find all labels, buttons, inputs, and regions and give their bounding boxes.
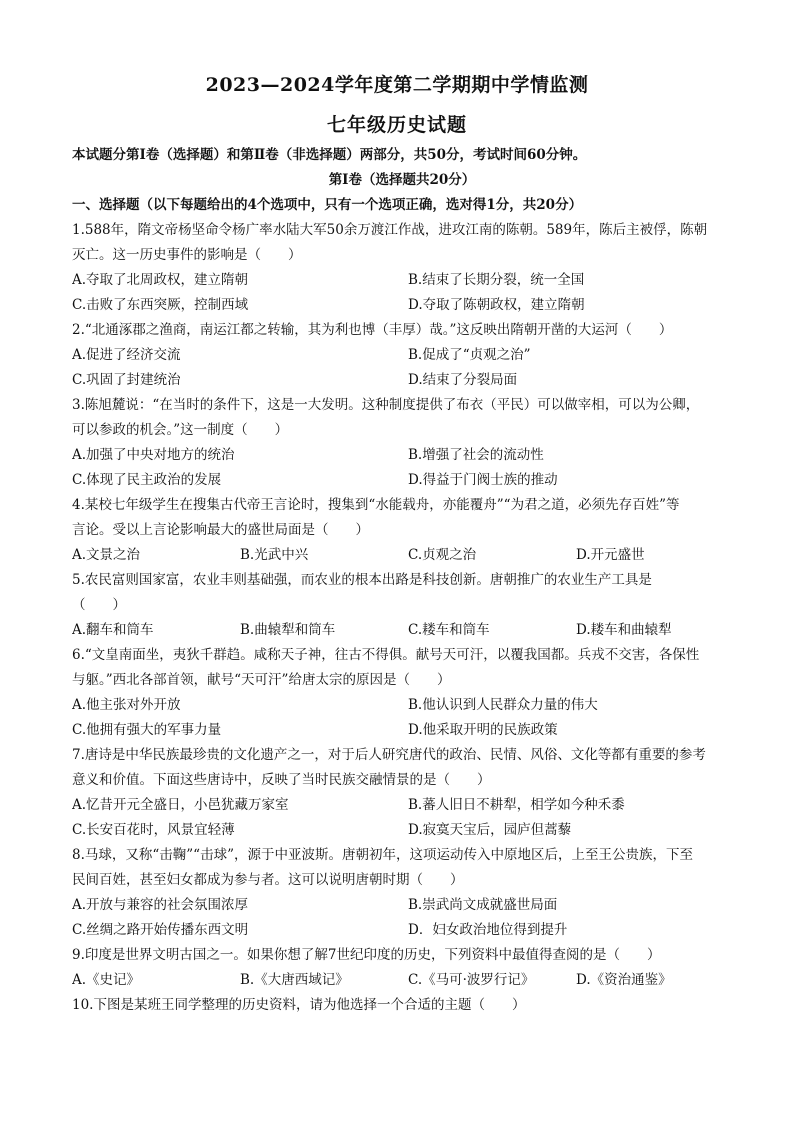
question-stem-line: 8.马球，又称“击鞠”“击球”，源于中亚波斯。唐朝初年，这项运动传入中原地区后，上至王公贵族，下至 [72, 847, 693, 863]
question-stem-line: 5.农民富则国家富，农业丰则基础强，而农业的根本出路是科技创新。唐朝推广的农业生产工具是 [72, 572, 652, 588]
option-d: D.他采取开明的民族政策 [408, 722, 558, 738]
question-stem-line: 言论。受以上言论影响最大的盛世局面是（ ） [72, 522, 369, 538]
option-d: D.寂寞天宝后，园庐但蒿藜 [408, 822, 572, 838]
question-stem-line: 灭亡。这一历史事件的影响是（ ） [72, 247, 302, 263]
option-b: B.曲辕犁和筒车 [240, 622, 336, 638]
option-c: C.丝绸之路开始传播东西文明 [72, 922, 249, 938]
question-10 [72, 993, 732, 1018]
option-c: C.耧车和筒车 [408, 622, 490, 638]
option-c: C.体现了民主政治的发展 [72, 472, 222, 488]
option-b: B.崇武尚文成就盛世局面 [408, 897, 558, 913]
option-d: D.得益于门阀士族的推动 [408, 472, 558, 488]
section1-header: 一、选择题（以下每题给出的4个选项中，只有一个选项正确，选对得1分，共20分） [72, 197, 583, 213]
question-8 [72, 843, 732, 943]
option-a: A.加强了中央对地方的统治 [72, 447, 235, 463]
part1-title: 第Ⅰ卷（选择题共20分） [328, 172, 476, 188]
instructions: 本试题分第Ⅰ卷（选择题）和第Ⅱ卷（非选择题）两部分，共50分，考试时间60分钟。 [72, 147, 587, 163]
question-stem-line: 4.某校七年级学生在搜集古代帝王言论时，搜集到“水能载舟，亦能覆舟”“为君之道，必须先存百姓”等 [72, 497, 680, 513]
question-stem-line: 9.印度是世界文明古国之一。如果你想了解7世纪印度的历史，下列资料中最值得查阅的是（ ） [72, 947, 661, 963]
question-4 [72, 493, 732, 568]
option-a: A.《史记》 [72, 972, 141, 988]
question-stem-line: 与躯。”西北各部首领，献号“天可汗”给唐太宗的原因是（ ） [72, 672, 451, 688]
option-d: D.结束了分裂局面 [408, 372, 518, 388]
exam-subtitle: 七年级历史试题 [326, 114, 467, 136]
option-d: D.夺取了陈朝政权，建立隋朝 [408, 297, 585, 313]
option-b: B.蕃人旧日不耕犁，相学如今种禾黍 [408, 797, 625, 813]
option-d: D.《资治通鉴》 [576, 972, 672, 988]
option-c: C.巩固了封建统治 [72, 372, 181, 388]
question-7 [72, 743, 732, 843]
option-a: A.忆昔开元全盛日，小邑犹藏万家室 [72, 797, 289, 813]
question-stem-line: 可以参政的机会。”这一制度（ ） [72, 422, 289, 438]
exam-title: 2023—2024学年度第二学期期中学情监测 [205, 74, 589, 96]
option-c: C.击败了东西突厥，控制西域 [72, 297, 249, 313]
option-b: B.增强了社会的流动性 [408, 447, 544, 463]
option-a: A.夺取了北周政权，建立隋朝 [72, 272, 249, 288]
question-stem-line: 7.唐诗是中华民族最珍贵的文化遗产之一，对于后人研究唐代的政治、民情、风俗、文化等都有重要的参考 [72, 747, 706, 763]
option-b: B.《大唐西域记》 [240, 972, 349, 988]
option-c: C.《马可·波罗行记》 [408, 972, 535, 988]
question-1 [72, 218, 732, 318]
option-d: D.耧车和曲辕犁 [576, 622, 672, 638]
option-d: D．妇女政治地位得到提升 [408, 922, 568, 938]
question-3 [72, 393, 732, 493]
option-c: C.长安百花时，风景宜轻薄 [72, 822, 235, 838]
exam-content [72, 143, 732, 1018]
question-stem-line: 10.下图是某班王同学整理的历史资料，请为他选择一个合适的主题（ ） [72, 997, 526, 1013]
option-b: B.促成了“贞观之治” [408, 347, 531, 363]
question-5 [72, 568, 732, 643]
question-stem-line: 民间百姓，甚至妇女都成为参与者。这可以说明唐朝时期（ ） [72, 872, 464, 888]
question-9 [72, 943, 732, 993]
option-a: A.开放与兼容的社会氛围浓厚 [72, 897, 249, 913]
question-2 [72, 318, 732, 393]
option-a: A.翻车和筒车 [72, 622, 154, 638]
option-a: A.他主张对外开放 [72, 697, 181, 713]
question-stem-line: 意义和价值。下面这些唐诗中，反映了当时民族交融情景的是（ ） [72, 772, 491, 788]
option-b: B.结束了长期分裂，统一全国 [408, 272, 585, 288]
option-a: A.文景之治 [72, 547, 141, 563]
question-stem-line: 2.“北通涿郡之渔商，南运江都之转输，其为利也博（丰厚）哉。”这反映出隋朝开凿的大运河（ ） [72, 322, 673, 338]
question-stem-line: 3.陈旭麓说：“在当时的条件下，这是一大发明。这种制度提供了布衣（平民）可以做宰相，可以为公卿， [72, 397, 700, 413]
question-stem-line: （ ） [72, 597, 126, 613]
option-c: C.他拥有强大的军事力量 [72, 722, 222, 738]
option-c: C.贞观之治 [408, 547, 477, 563]
question-stem-line: 6.“文皇南面坐，夷狄千群趋。咸称天子神，往古不得俱。献号天可汗，以覆我国都。兵戎不交害，各保性 [72, 647, 700, 663]
option-b: B.光武中兴 [240, 547, 309, 563]
option-b: B.他认识到人民群众力量的伟大 [408, 697, 598, 713]
question-6 [72, 643, 732, 743]
option-d: D.开元盛世 [576, 547, 645, 563]
option-a: A.促进了经济交流 [72, 347, 181, 363]
question-stem-line: 1.588年，隋文帝杨坚命令杨广率水陆大军50余万渡江作战，进攻江南的陈朝。589年，陈后主被俘，陈朝 [72, 222, 708, 238]
